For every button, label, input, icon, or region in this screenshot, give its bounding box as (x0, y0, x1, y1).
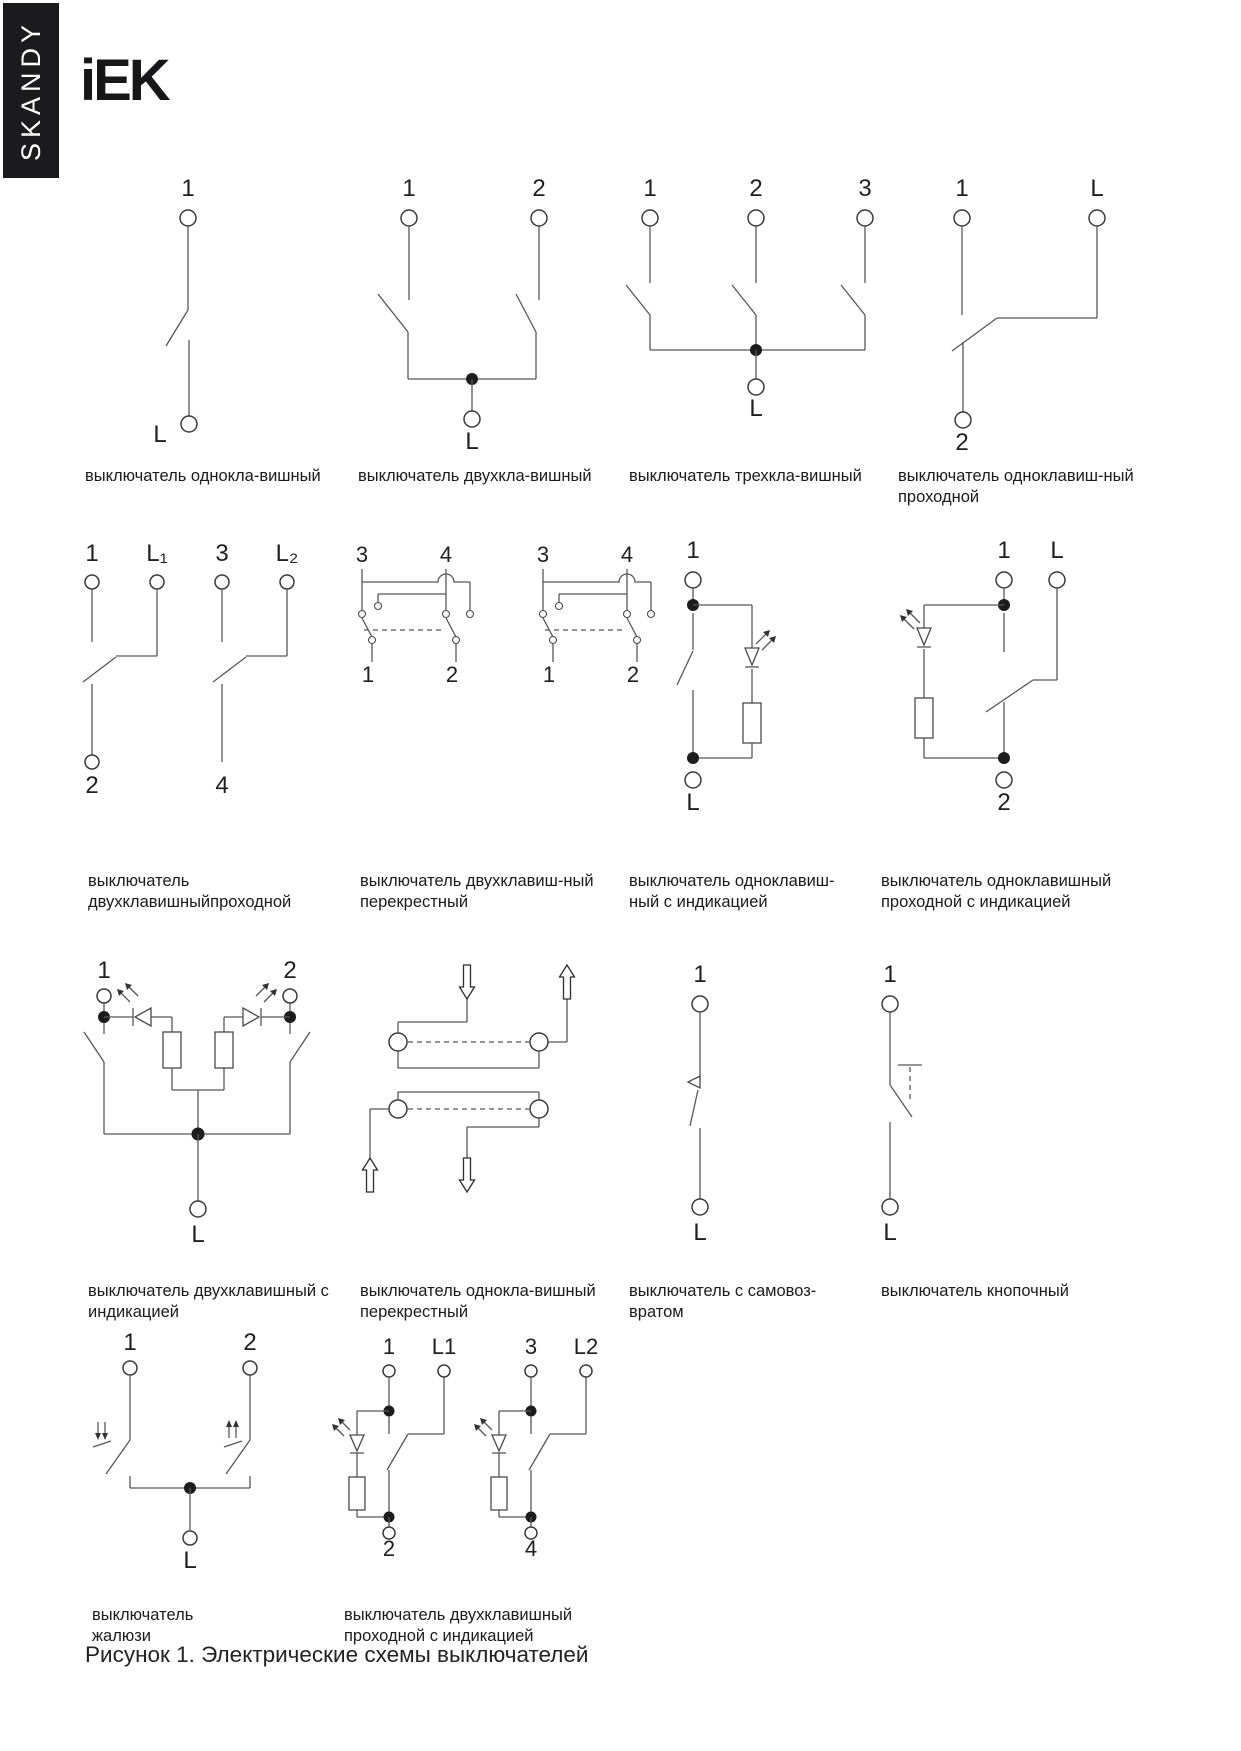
terminal-label: 2 (85, 772, 99, 799)
diagram-caption: выключатель с самовоз- вратом (629, 1282, 817, 1321)
terminal-label: 2 (283, 957, 297, 984)
spring-return-icon (688, 1076, 700, 1088)
terminal-label: 1 (693, 961, 707, 988)
terminal-label: 3 (355, 542, 369, 567)
terminal-label: 2 (626, 662, 640, 687)
terminal-label: 1 (402, 175, 416, 202)
brand-banner (3, 3, 59, 178)
terminal-label: L (183, 1547, 197, 1574)
terminal-label: L (883, 1219, 897, 1246)
cross-switch-unit-1 (356, 542, 474, 687)
terminal-label: 1 (97, 957, 111, 984)
brand-logo: iEK (80, 48, 168, 113)
blinds-up-arrows-icon (226, 1420, 239, 1438)
diagram-caption: выключатель жалюзи (92, 1606, 194, 1645)
terminal-label: 2 (532, 175, 546, 202)
schematic-two-key-with-indicator (60, 950, 360, 1260)
terminal-label: 1 (643, 175, 657, 202)
figure-caption: Рисунок 1. Электрические схемы выключателей (85, 1642, 589, 1667)
down-arrow-icon (460, 965, 475, 999)
down-arrow-icon (460, 1158, 475, 1192)
terminal-label: L (1050, 537, 1064, 564)
unit-2 (474, 1334, 598, 1561)
schematic-one-key-cross-switch (320, 950, 590, 1250)
terminal-label: L (693, 1219, 707, 1246)
terminal-label: 1 (883, 961, 897, 988)
diagram-caption: выключатель одноклавиш-ный проходной (898, 467, 1134, 506)
terminal-label: 1 (123, 1330, 137, 1356)
terminal-label: 2 (749, 175, 763, 202)
terminal-label: L (465, 428, 479, 455)
terminal-label: 2 (382, 1536, 396, 1561)
terminal-label: L₂ (275, 540, 299, 567)
diagram-caption: выключатель двухклавишный проходной с индикацией (344, 1606, 573, 1645)
terminal-label: L (191, 1221, 205, 1248)
terminal-label: 1 (85, 540, 99, 567)
schematic-three-key-switch (560, 150, 890, 460)
schematic-momentary-switch (620, 950, 810, 1260)
blinds-bar-icon (93, 1441, 111, 1447)
diagram-caption: выключатель трехкла-вишный (629, 467, 862, 485)
schematic-one-key-pass-through (900, 150, 1200, 460)
terminal-label: 1 (955, 175, 969, 202)
schematic-push-button-switch (810, 950, 1000, 1260)
schematic-two-key-pass-through-with-indicator (300, 1330, 640, 1590)
schematic-one-key-with-indicator (620, 490, 820, 820)
terminal-label: 3 (215, 540, 229, 567)
diagram-caption: выключатель кнопочный (881, 1282, 1069, 1300)
terminal-label: 1 (997, 537, 1011, 564)
diagram-caption: выключатель однокла-вишный (85, 467, 321, 485)
terminal-label: 2 (243, 1330, 257, 1356)
terminal-label: 1 (542, 662, 556, 687)
terminal-label: 1 (686, 537, 700, 564)
terminal-label: 1 (361, 662, 375, 687)
brand-banner-label: SKANDY (15, 19, 46, 162)
terminal-label: 1 (181, 175, 195, 202)
terminal-label: 4 (439, 542, 453, 567)
diagram-caption: выключатель одноклавишный проходной с индикацией (881, 872, 1112, 911)
blinds-bar-icon (224, 1441, 242, 1447)
diagram-caption: выключатель двухклавиш-ный перекрестный (360, 872, 594, 911)
diagram-caption: выключатель однокла-вишный перекрестный (360, 1282, 596, 1321)
terminal-label: L2 (573, 1334, 599, 1359)
terminal-label: L (153, 421, 167, 448)
terminal-label: L (686, 789, 700, 816)
terminal-label: 3 (858, 175, 872, 202)
terminal-label: L (749, 395, 763, 422)
diagram-caption: выключатель двухклавишныйпроходной (88, 872, 292, 911)
schematic-two-key-pass-through (60, 490, 340, 820)
terminal-label: 4 (524, 1536, 538, 1561)
schematic-two-key-switch (320, 150, 580, 460)
schematic-one-key-switch (60, 150, 320, 460)
terminal-label: 3 (524, 1334, 538, 1359)
terminal-label: L (1090, 175, 1104, 202)
terminal-label: 2 (445, 662, 459, 687)
terminal-label: 1 (382, 1334, 396, 1359)
diagram-caption: выключатель одноклавиш- ный с индикацией (629, 872, 835, 911)
schematic-one-key-pass-through-with-indicator (880, 490, 1120, 820)
terminal-label: L₁ (146, 540, 168, 567)
terminal-label: 2 (997, 789, 1011, 816)
unit-1 (332, 1334, 456, 1561)
blinds-down-arrows-icon (95, 1422, 108, 1440)
up-arrow-icon (560, 965, 575, 999)
terminal-label: 4 (215, 772, 229, 799)
terminal-label: L1 (431, 1334, 457, 1359)
diagram-caption: выключатель двухклавишный с индикацией (88, 1282, 329, 1321)
terminal-label: 4 (620, 542, 634, 567)
terminal-label: 2 (955, 429, 969, 456)
diagram-caption: выключатель двухкла-вишный (358, 467, 592, 485)
up-arrow-icon (363, 1158, 378, 1192)
terminal-label: 3 (536, 542, 550, 567)
